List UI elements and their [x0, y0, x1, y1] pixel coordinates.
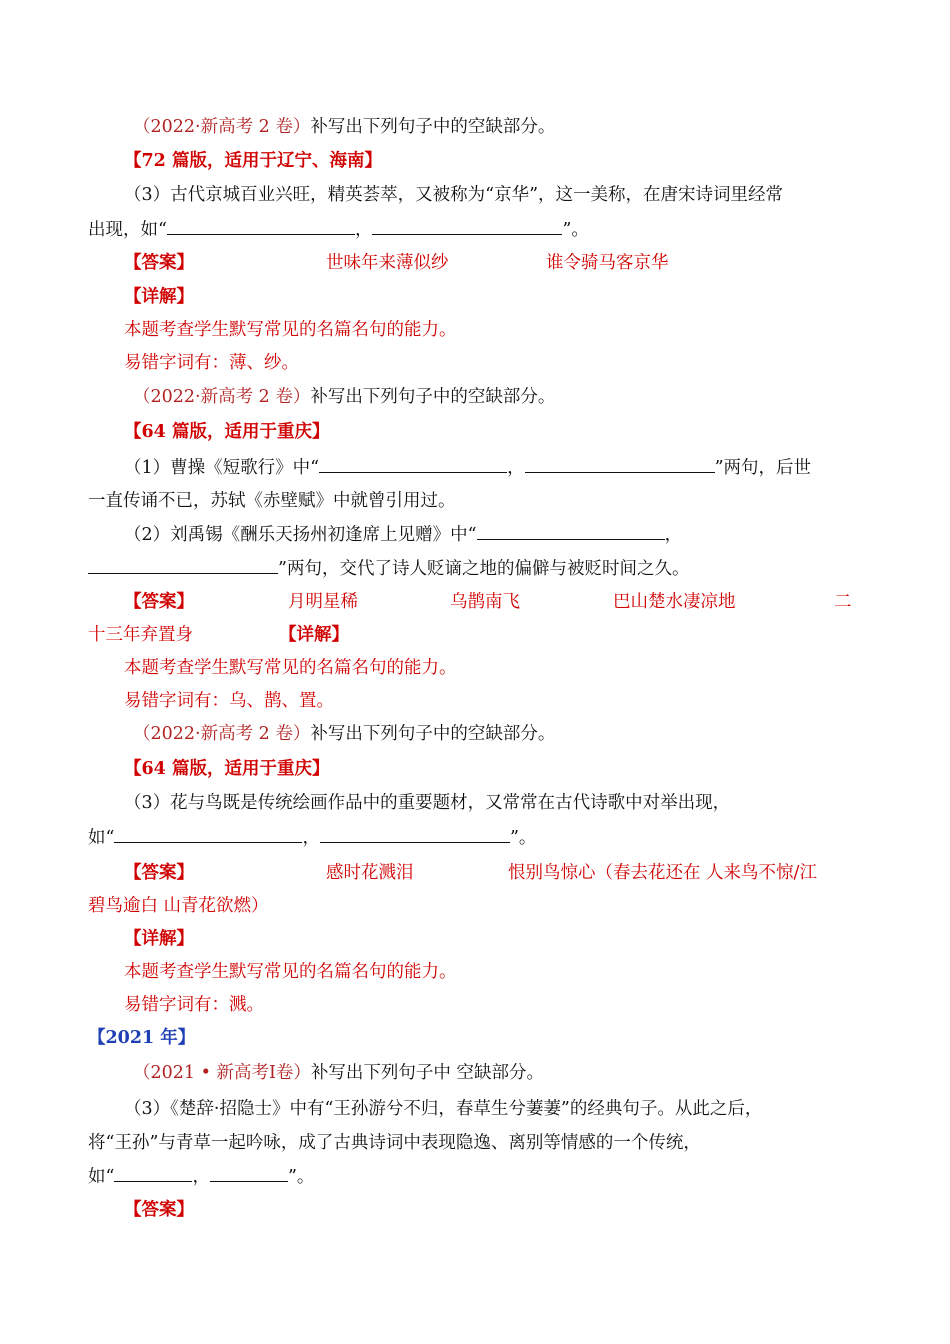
- source-line: [133, 115, 555, 139]
- answer-blank: [372, 217, 562, 235]
- error-prone-words: 易错字词有：溅。: [124, 995, 264, 1015]
- answer-value: 世味年来薄似纱: [326, 253, 449, 273]
- error-prone-words: 易错字词有：薄、纱。: [124, 353, 299, 373]
- error-prone-words: 易错字词有：乌、鹊、置。: [124, 691, 334, 711]
- answer-blank: [320, 825, 510, 843]
- explain-tag: 【详解】: [279, 625, 349, 645]
- question-text-cont: 一直传诵不已，苏轼《赤壁赋》中就曾引用过。: [88, 491, 456, 511]
- question-text: （3）花与鸟既是传统绘画作品中的重要题材，又常常在古代诗歌中对举出现，: [124, 793, 731, 813]
- source-line: （2022·新高考 2 卷）补写出下列句子中的空缺部分。: [133, 724, 556, 744]
- explain-text: 本题考查学生默写常见的名篇名句的能力。: [124, 658, 457, 678]
- source-line: （2022·新高考 2 卷）补写出下列句子中的空缺部分。: [133, 387, 556, 407]
- version-tag: 【64 篇版，适用于重庆】: [124, 422, 330, 442]
- question-text-cont: 如“ ， ”。: [88, 825, 536, 850]
- explain-tag: 【详解】: [124, 287, 194, 307]
- explain-text: 本题考查学生默写常见的名篇名句的能力。: [124, 320, 457, 340]
- answer-blank: [114, 1164, 192, 1182]
- question-text: （1）曹操《短歌行》中“ ， ”两句，后世: [124, 455, 811, 480]
- answer-blank: [525, 455, 715, 473]
- answer-value-cont: 碧鸟逾白 山青花欲燃）: [88, 896, 269, 916]
- answer-tag: 【答案】: [124, 863, 194, 883]
- answer-line: [124, 251, 194, 275]
- answer-value-part1: 二: [834, 592, 852, 612]
- version-tag: 【64 篇版，适用于重庆】: [124, 759, 330, 779]
- answer-blank: [114, 825, 302, 843]
- question-text-cont: 如“ ， ”。: [88, 1164, 314, 1189]
- source-ref: （2022·新高考 2 卷）: [133, 117, 311, 137]
- question-text-cont: 将“王孙”与青草一起吟咏，成了古典诗词中表现隐逸、离别等情感的一个传统，: [88, 1133, 701, 1153]
- answer-blank: [167, 217, 355, 235]
- answer-value: 月明星稀: [288, 592, 358, 612]
- question-text: （3）《楚辞·招隐士》中有“王孙游兮不归，春草生兮萋萋”的经典句子。从此之后，: [124, 1099, 763, 1119]
- answer-blank: [319, 455, 507, 473]
- answer-value: 谁令骑马客京华: [546, 253, 669, 273]
- year-heading: 【2021 年】: [88, 1028, 196, 1048]
- explain-tag: 【详解】: [124, 929, 194, 949]
- answer-value: 感时花溅泪: [326, 863, 414, 883]
- answer-tag: 【答案】: [124, 592, 194, 612]
- instruction: 补写出下列句子中的空缺部分。: [310, 117, 556, 137]
- version-tag: 【72 篇版，适用于辽宁、海南】: [124, 151, 382, 171]
- question-text: （2）刘禹锡《酬乐天扬州初逢席上见赠》中“ ，: [124, 522, 682, 547]
- answer-value: 巴山楚水凄凉地: [613, 592, 736, 612]
- question-text-cont: 出现，如“ ， ”。: [88, 217, 589, 242]
- answer-value: 恨别鸟惊心（春去花还在 人来鸟不惊/江: [508, 863, 817, 883]
- question-text: （3）古代京城百业兴旺，精英荟萃，又被称为“京华”，这一美称，在唐宋诗词里经常: [124, 185, 784, 205]
- answer-value-part2: 十三年弃置身: [88, 625, 193, 645]
- answer-value: 乌鹊南飞: [450, 592, 520, 612]
- answer-blank: [477, 522, 665, 540]
- explain-text: 本题考查学生默写常见的名篇名句的能力。: [124, 962, 457, 982]
- source-line: （2021 • 新高考Ⅰ卷）补写出下列句子中 空缺部分。: [133, 1063, 544, 1083]
- answer-blank: [210, 1164, 288, 1182]
- answer-tag: 【答案】: [124, 1200, 194, 1220]
- answer-tag: 【答案】: [124, 253, 194, 273]
- question-text-cont: ”两句，交代了诗人贬谪之地的偏僻与被贬时间之久。: [88, 556, 689, 581]
- answer-blank: [88, 556, 278, 574]
